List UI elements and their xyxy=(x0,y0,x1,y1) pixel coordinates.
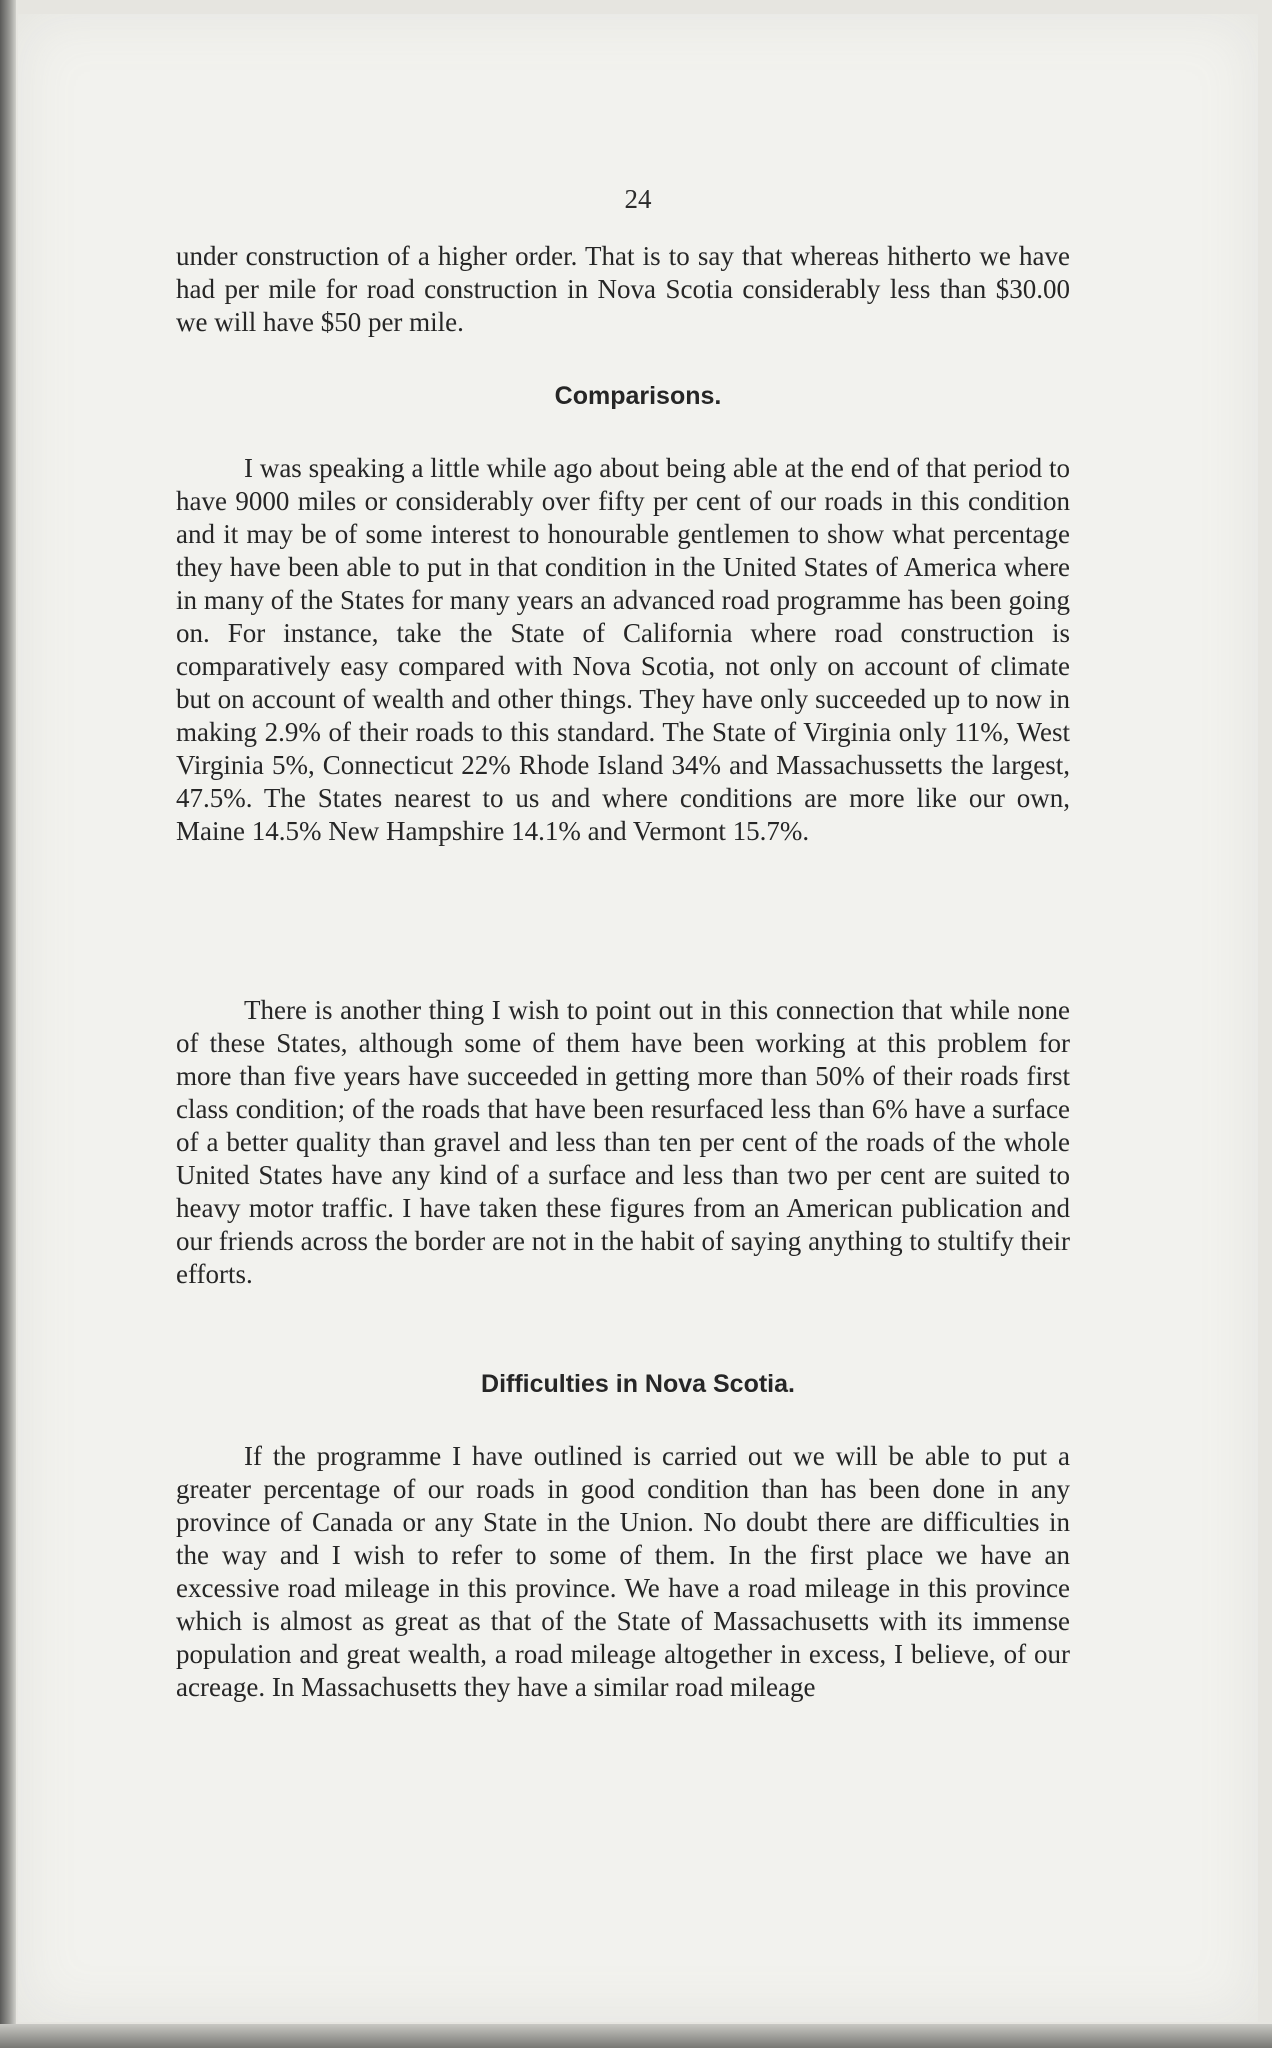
intro-paragraph-text: under construction of a higher order. That is to say that whereas hitherto we have had per mile for road construction in Nova Scotia considerably less than $30.00 we will have $50 per mile. xyxy=(176,241,1070,337)
page-number: 24 xyxy=(624,184,652,214)
paragraph-comparisons xyxy=(176,452,1070,848)
heading-difficulties: Difficulties in Nova Scotia. xyxy=(481,1370,795,1398)
intro-paragraph xyxy=(176,240,1070,339)
document-page xyxy=(18,14,1258,2022)
bottom-edge-shadow xyxy=(0,2024,1272,2048)
paragraph-difficulties-text: If the programme I have outlined is carried out we will be able to put a greater percentage of our roads in good condition than has been done in any province of Canada or any State in the Union. No doubt there are difficulties in the way and I wish to refer to some of them. In the first place we have an excessive road mileage in this province. We have a road mileage in this province which is almost as great as that of the State of Massachusetts with its immense population and great wealth, a road mileage altogether in excess, I believe, of our acreage. In Massachusetts they have a similar road mileage xyxy=(176,1441,1070,1702)
paragraph-comparisons-text: I was speaking a little while ago about being able at the end of that period to have 9000 miles or considerably over fifty per cent of our roads in this condition and it may be of some interest to honourable gentlemen to show what percentage they have been able to put in that condition in the United States of America where in many of the States for many years an advanced road programme has been going on. For instance, take the State of California where road construction is comparatively easy compared with Nova Scotia, not only on account of climate but on account of wealth and other things. They have only succeeded up to now in making 2.9% of their roads to this standard. The State of Virginia only 11%, West Virginia 5%, Connecticut 22% Rhode Island 34% and Massachussetts the largest, 47.5%. The States nearest to us and where conditions are more like our own, Maine 14.5% New Hampshire 14.1% and Vermont 15.7%. xyxy=(176,453,1070,846)
heading-comparisons: Comparisons. xyxy=(554,382,722,410)
paragraph-connection xyxy=(176,994,1070,1291)
paragraph-connection-text: There is another thing I wish to point out in this connection that while none of these States, although some of them have been working at this problem for more than five years have succeeded in getting more than 50% of their roads first class condition; of the roads that have been resurfaced less than 6% have a surface of a better quality than gravel and less than ten per cent of the roads of the whole United States have any kind of a surface and less than two per cent are suited to heavy motor traffic. I have taken these figures from an American publication and our friends across the border are not in the habit of saying anything to stultify their efforts. xyxy=(176,995,1070,1289)
paragraph-difficulties xyxy=(176,1440,1070,1704)
binding-shadow xyxy=(0,0,16,2048)
